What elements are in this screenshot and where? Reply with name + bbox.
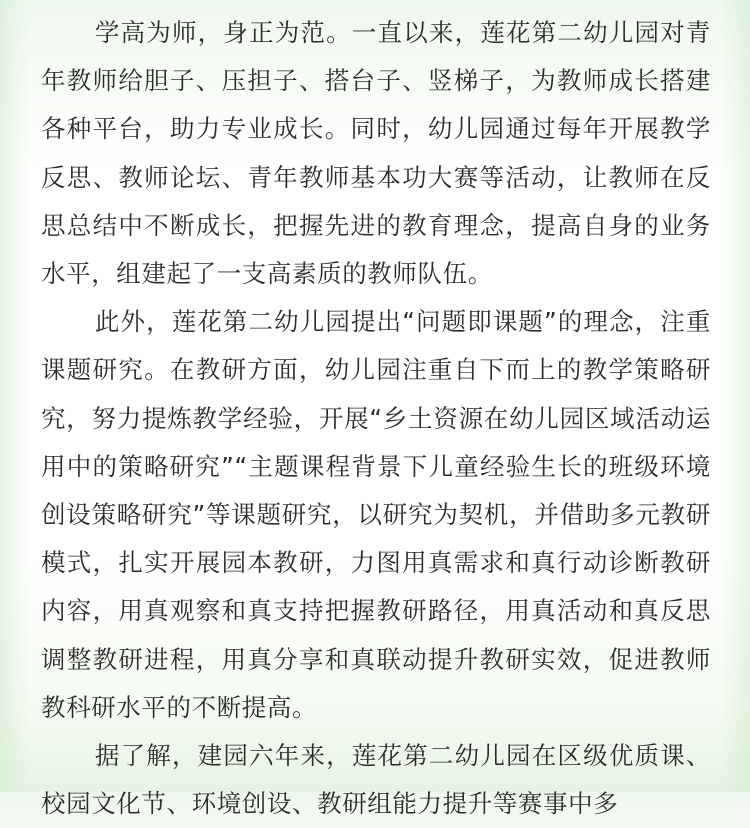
- paragraph-achievements: 据了解，建园六年来，莲花第二幼儿园在区级优质课、校园文化节、环境创设、教研组能力提升等赛事中多: [41, 741, 711, 819]
- article-body: [41, 9, 711, 828]
- right-edge-tint: [720, 0, 750, 792]
- paragraph-research: 此外，莲花第二幼儿园提出“问题即课题”的理念，注重课题研究。在教研方面，幼儿园注重自下而上的教学策略研究，努力提炼教学经验，开展“乡土资源在幼儿园区域活动运用中的策略研究”“主题课程背景下儿童经验生长的班级环境创设策略研究”等课题研究，以研究为契机，并借助多元教研模式，扎实开展园本教研，力图用真需求和真行动诊断教研内容，用真观察和真支持把握教研路径，用真活动和真反思调整教研进程，用真分享和真联动提升教研实效，促进教师教科研水平的不断提高。: [41, 307, 711, 722]
- paragraph-teacher-growth: 学高为师，身正为范。一直以来，莲花第二幼儿园对青年教师给胆子、压担子、搭台子、竖梯子，为教师成长搭建各种平台，助力专业成长。同时，幼儿园通过每年开展教学反思、教师论坛、青年教师基本功大赛等活动，让教师在反思总结中不断成长，把握先进的教育理念，提高自身的业务水平，组建起了一支高素质的教师队伍。: [41, 18, 711, 289]
- left-edge-tint: [0, 0, 30, 792]
